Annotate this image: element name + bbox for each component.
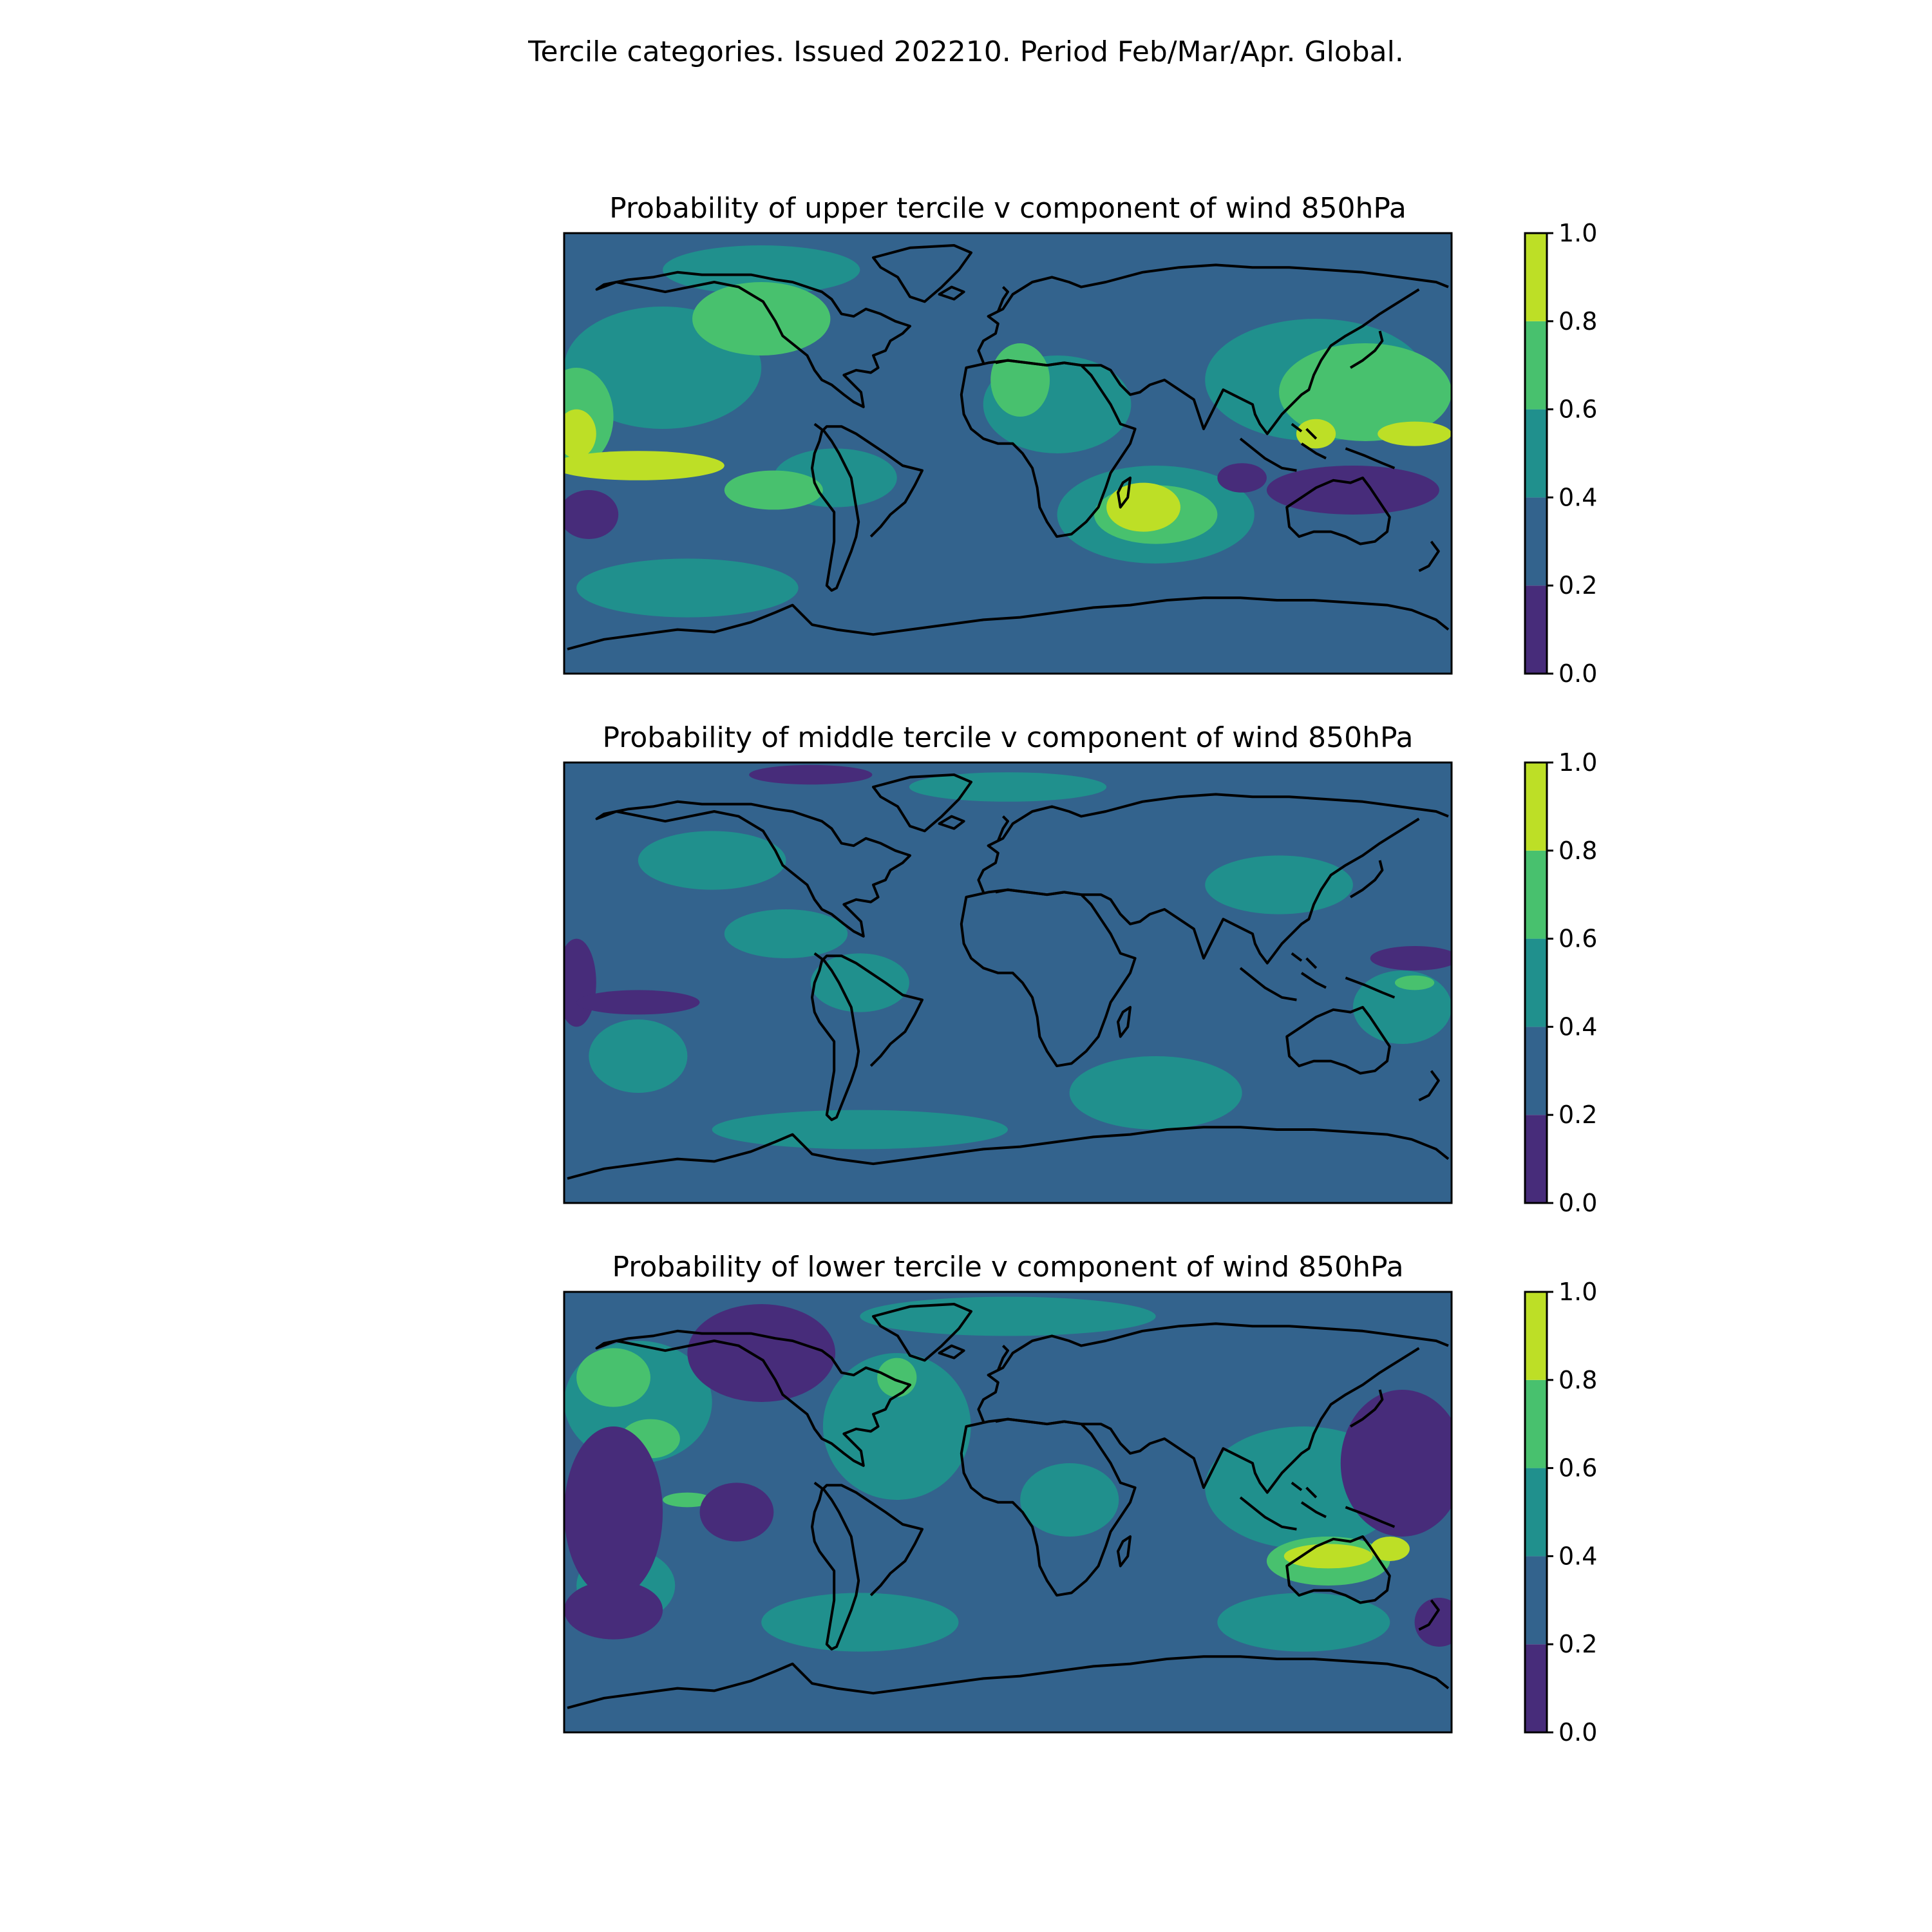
probability-region bbox=[557, 939, 596, 1027]
colorbar-segment bbox=[1525, 1644, 1547, 1732]
colorbar-segment bbox=[1525, 939, 1547, 1027]
probability-region bbox=[1106, 483, 1180, 532]
colorbar-tick-label: 0.2 bbox=[1558, 1630, 1598, 1659]
panel-upper bbox=[540, 192, 1598, 688]
colorbar-tick-label: 0.6 bbox=[1558, 395, 1598, 424]
colorbar bbox=[1525, 748, 1597, 1217]
probability-region bbox=[877, 1358, 916, 1397]
probability-region bbox=[1415, 1598, 1464, 1647]
colorbar-tick-label: 0.8 bbox=[1558, 836, 1598, 865]
probability-region bbox=[1341, 1390, 1464, 1537]
colorbar bbox=[1525, 219, 1597, 688]
probability-region bbox=[700, 1482, 774, 1541]
probability-region bbox=[724, 471, 823, 510]
probability-region bbox=[564, 1426, 663, 1598]
colorbar-tick-label: 0.2 bbox=[1558, 1101, 1598, 1130]
colorbar-tick-label: 0.4 bbox=[1558, 1542, 1598, 1571]
colorbar-tick-label: 0.4 bbox=[1558, 1012, 1598, 1041]
probability-region bbox=[1267, 466, 1439, 515]
probability-region bbox=[692, 282, 830, 355]
colorbar-tick-label: 0.0 bbox=[1558, 1718, 1598, 1747]
probability-region bbox=[1020, 1463, 1119, 1537]
panel-lower bbox=[564, 1251, 1597, 1747]
probability-region bbox=[1395, 976, 1434, 990]
colorbar-tick-label: 0.4 bbox=[1558, 483, 1598, 512]
probability-region bbox=[990, 343, 1050, 417]
probability-region bbox=[1070, 1056, 1242, 1130]
probability-region bbox=[724, 909, 848, 958]
probability-region bbox=[638, 831, 786, 889]
probability-region bbox=[761, 1593, 958, 1651]
colorbar-segment bbox=[1525, 1468, 1547, 1557]
colorbar-tick-label: 0.0 bbox=[1558, 659, 1598, 688]
colorbar-tick-label: 1.0 bbox=[1558, 1278, 1598, 1306]
panels bbox=[540, 192, 1598, 1747]
probability-region bbox=[860, 1297, 1155, 1336]
colorbar-tick-label: 0.2 bbox=[1558, 571, 1598, 600]
probability-field bbox=[540, 233, 1452, 674]
probability-region bbox=[687, 1304, 835, 1402]
panel-middle bbox=[557, 721, 1598, 1217]
colorbar-tick-label: 1.0 bbox=[1558, 219, 1598, 247]
colorbar-segment bbox=[1525, 1115, 1547, 1203]
probability-region bbox=[559, 490, 618, 539]
colorbar-segment bbox=[1525, 1027, 1547, 1115]
colorbar-segment bbox=[1525, 1380, 1547, 1468]
probability-region bbox=[576, 990, 699, 1014]
colorbar-segment bbox=[1525, 1292, 1547, 1380]
panel-title: Probability of middle tercile v component of wind 850hPa bbox=[602, 721, 1414, 754]
probability-region bbox=[1370, 946, 1459, 971]
colorbar-segment bbox=[1525, 585, 1547, 674]
probability-region bbox=[1217, 463, 1267, 493]
colorbar-segment bbox=[1525, 497, 1547, 585]
colorbar bbox=[1525, 1278, 1597, 1747]
probability-region bbox=[1284, 1544, 1373, 1568]
probability-region bbox=[576, 1348, 650, 1406]
probability-region bbox=[576, 558, 799, 617]
colorbar-tick-label: 0.6 bbox=[1558, 924, 1598, 953]
colorbar-tick-label: 1.0 bbox=[1558, 748, 1598, 777]
panel-title: Probability of lower tercile v component of wind 850hPa bbox=[612, 1251, 1404, 1283]
probability-region bbox=[564, 1580, 663, 1639]
colorbar-tick-label: 0.8 bbox=[1558, 1365, 1598, 1394]
colorbar-tick-label: 0.8 bbox=[1558, 307, 1598, 336]
probability-region bbox=[557, 410, 596, 459]
probability-region bbox=[1205, 855, 1353, 914]
probability-region bbox=[749, 765, 872, 784]
colorbar-segment bbox=[1525, 233, 1547, 321]
colorbar-segment bbox=[1525, 321, 1547, 410]
colorbar-tick-label: 0.0 bbox=[1558, 1189, 1598, 1217]
probability-field bbox=[564, 1292, 1464, 1732]
colorbar-segment bbox=[1525, 1556, 1547, 1644]
probability-region bbox=[1378, 422, 1452, 446]
colorbar-tick-label: 0.6 bbox=[1558, 1454, 1598, 1482]
probability-field bbox=[557, 762, 1459, 1203]
colorbar-segment bbox=[1525, 851, 1547, 939]
colorbar-segment bbox=[1525, 762, 1547, 851]
probability-region bbox=[589, 1019, 687, 1093]
colorbar-segment bbox=[1525, 410, 1547, 498]
figure-suptitle: Tercile categories. Issued 202210. Period Feb/Mar/Apr. Global. bbox=[528, 35, 1404, 68]
panel-title: Probability of upper tercile v component of wind 850hPa bbox=[609, 192, 1406, 225]
probability-region bbox=[712, 1110, 1008, 1150]
